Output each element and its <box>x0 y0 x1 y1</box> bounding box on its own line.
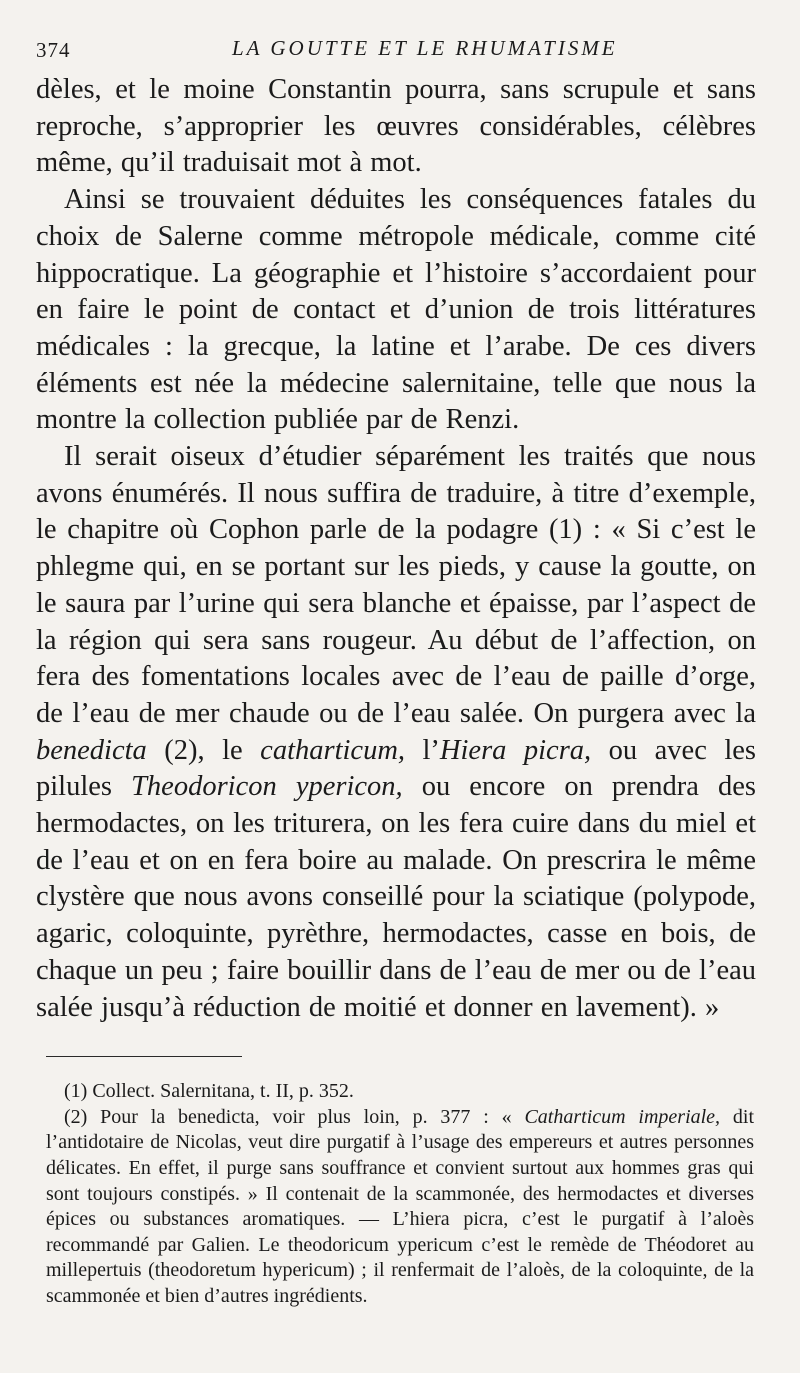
italic-theodoricon: Theodoricon ypericon, <box>131 771 403 803</box>
footnote-2-text-a: (2) Pour la benedicta, voir plus loin, p. 377 : « <box>64 1105 525 1128</box>
footnote-2-italic: Catharticum imperiale, <box>524 1105 721 1128</box>
paragraph-3-text-d: ou avec les pilules <box>36 734 756 803</box>
paragraph-3 <box>36 439 756 1026</box>
footnote-2-text-b: dit l’antidotaire de Nicolas, veut dire purgatif à l’usage des empereurs et autres personnes délicates. En effet, il purge sans souffrance et convient surtout aux hommes gras qui sont toujours constipés. » Il contenait de la scammonée, des hermodactes et diverses épices ou substances aromatiques. — L’hiera picra, c’est le purgatif à l’aloès recommandé par Galien. Le theodoricum ypericum c’est le remède de Théodoret au millepertuis (theodoretum hypericum) ; il renfermait de l’aloès, de la coloquinte, de la scammonée et bien d’autres ingrédients. <box>46 1105 755 1308</box>
footnote-1: (1) Collect. Salernitana, t. II, p. 352. <box>64 1080 354 1103</box>
body-text <box>36 72 756 1026</box>
italic-catharticum: catharticum, <box>260 734 406 766</box>
paragraph-2: Ainsi se trouvaient déduites les conséquences fatales du choix de Salerne comme métropole médicale, comme cité hippocratique. La géographie et l’histoire s’accordaient pour en faire le point de contact et d’union de trois littératures médicales : la grecque, la latine et l’arabe. De ces divers éléments est née la médecine salernitaine, telle que nous la montre la collection publiée par de Renzi. <box>36 184 756 436</box>
footnote-2 <box>46 1105 754 1310</box>
paragraph-3-text-b: (2), le <box>146 734 261 766</box>
italic-benedicta: benedicta <box>36 734 147 766</box>
running-title: LA GOUTTE ET LE RHUMATISME <box>232 36 618 60</box>
italic-hiera-picra: Hiera picra, <box>439 734 592 766</box>
paragraph-1: dèles, et le moine Constantin pourra, sans scrupule et sans reproche, s’approprier les œuvres considérables, célèbres même, qu’il traduisait mot à mot. <box>36 74 756 179</box>
running-head <box>36 30 756 66</box>
page-number: 374 <box>36 38 71 62</box>
paragraph-3-text-e: ou encore on prendra des hermodactes, on les triturera, on les fera cuire dans du miel et de l’eau et on en fera boire au malade. On prescrira le même clystère que nous avons conseillé pour la sciatique (polypode, agaric, coloquinte, pyrèthre, hermodactes, casse en bois, de chaque un peu ; faire bouillir dans de l’eau de mer ou de l’eau salée jusqu’à réduction de moitié et donner en lavement). » <box>36 771 756 1023</box>
footnotes <box>36 1079 756 1309</box>
paragraph-3-text-c: l’ <box>405 734 440 766</box>
footnote-rule <box>46 1056 242 1057</box>
paragraph-3-text-a: Il serait oiseux d’étudier séparément les traités que nous avons énumérés. Il nous suffira de traduire, à titre d’exemple, le chapitre où Cophon parle de la podagre (1) : « Si c’est le phlegme qui, en se portant sur les pieds, y cause la goutte, on le saura par l’urine qui sera blanche et épaisse, par l’aspect de la région qui sera sans rougeur. Au début de l’affection, on fera des fomentations locales avec de l’eau de paille d’orge, de l’eau de mer chaude ou de l’eau salée. On purgera avec la <box>36 441 756 729</box>
